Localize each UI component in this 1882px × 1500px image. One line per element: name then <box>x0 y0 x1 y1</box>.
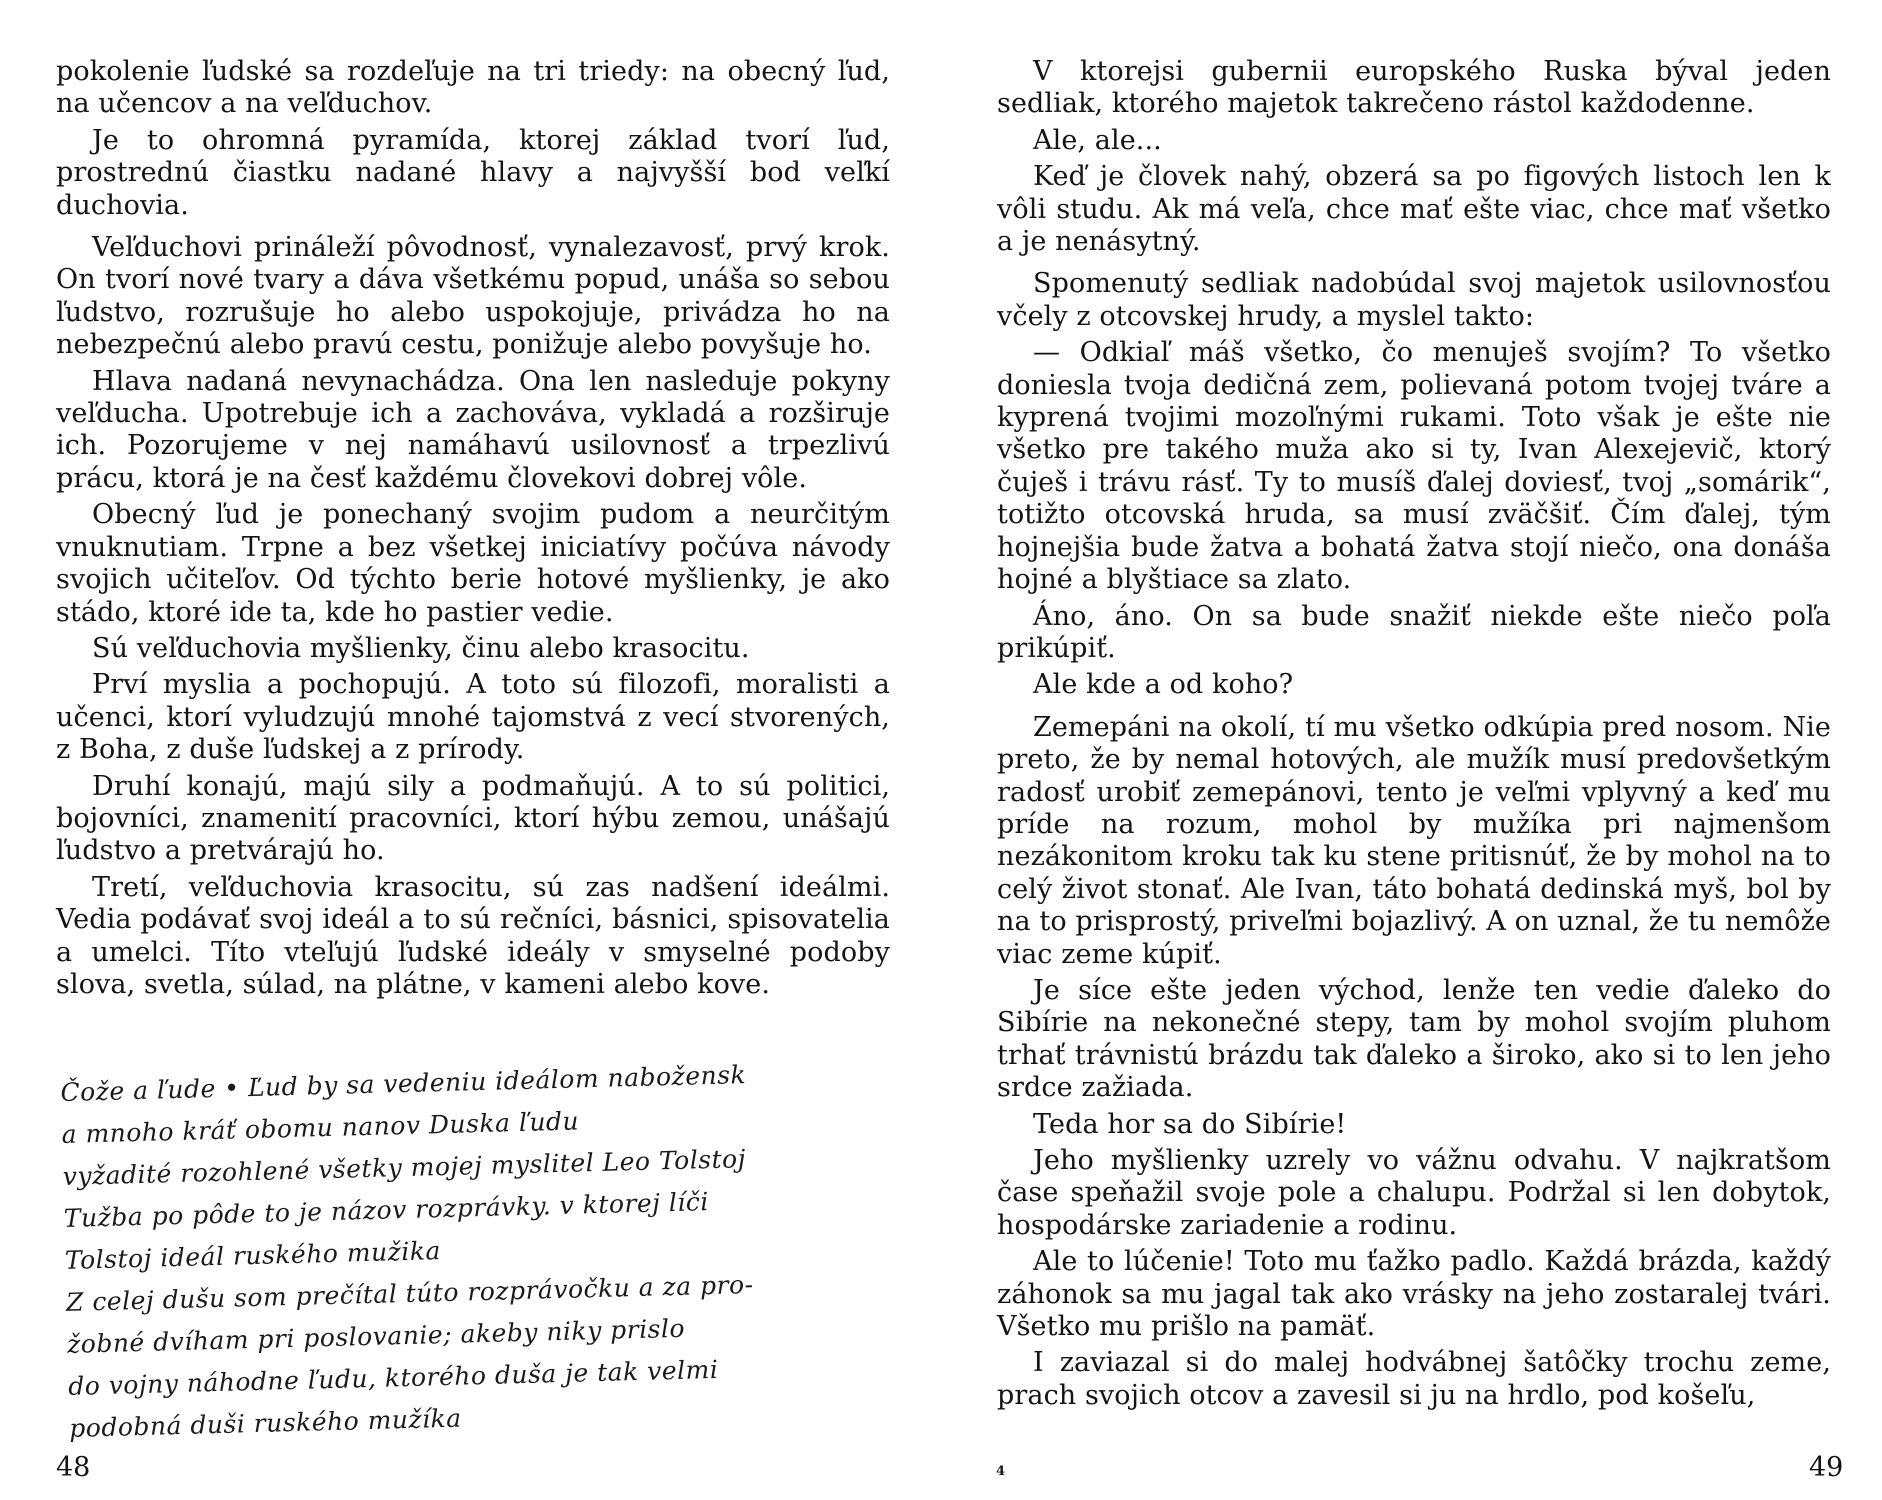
paragraph: I zaviazal si do malej hodvábnej šatôčky trochu zeme, prach svojich otcov a zavesil si ju na hrdlo, pod košeľu, <box>997 1347 1831 1411</box>
paragraph: Veľduchovi prináleží pôvodnosť, vynalezavosť, prvý krok. On tvorí nové tvary a dáva všetkému popud, unáša so sebou ľudstvo, rozrušuje ho alebo uspokojuje, privádza ho na nebezpečnú alebo pravú cestu, ponižuje alebo povyšuje ho. <box>56 232 890 361</box>
paragraph: Obecný ľud je ponechaný svojim pudom a neurčitým vnuknutiam. Trpne a bez všetkej iniciatívy počúva návody svojich učiteľov. Od týchto berie hotové myšlienky, je ako stádo, ktoré ide ta, kde ho pastier vedie. <box>56 499 890 628</box>
handwritten-line: žobné dvíham pri poslovanie; akeby niky prislo <box>66 1313 686 1359</box>
paragraph: Keď je človek nahý, obzerá sa po figových listoch len k vôli studu. Ak má veľa, chce mať ešte viac, chce mať všetko a je nenásytný. <box>997 161 1831 258</box>
paragraph: Tretí, veľduchovia krasocitu, sú zas nadšení ideálmi. Vedia podávať svoj ideál a to sú rečníci, básnici, spisovatelia a umelci. Títo vteľujú ľudské ideály v smyselné podoby slova, svetla, súlad, na plátne, v kameni alebo kove. <box>56 871 890 1000</box>
right-page <box>941 0 1882 1500</box>
paragraph: Druhí konajú, majú sily a podmaňujú. A to sú politici, bojovníci, znamenití pracovníci, ktorí hýbu zemou, unášajú ľudstvo a pretvárajú ho. <box>56 770 890 867</box>
handwritten-note <box>60 1049 940 1450</box>
page-number-right: 49 <box>1809 1452 1844 1483</box>
paragraph: Hlava nadaná nevynachádza. Ona len nasleduje pokyny veľducha. Upotrebuje ich a zachováva, vykladá a rozširuje ich. Pozorujeme v nej namáhavú usilovnosť a trpezlivú prácu, ktorá je na česť každému človekovi dobrej vôle. <box>56 365 890 494</box>
right-page-text <box>997 56 1831 1416</box>
paragraph: V ktorejsi gubernii europského Ruska býval jeden sedliak, ktorého majetok takrečeno rástol každodenne. <box>997 56 1831 120</box>
paragraph: Je síce ešte jeden východ, lenže ten vedie ďaleko do Sibírie na nekonečné stepy, tam by mohol svojím pluhom trhať trávnistú brázdu tak ďaleko a široko, ako si to len jeho srdce zažiada. <box>997 974 1831 1104</box>
page-number-left: 48 <box>56 1452 91 1483</box>
paragraph: Ale kde a od koho? <box>1033 669 1294 701</box>
handwritten-line: podobná duši ruského mužíka <box>68 1403 462 1443</box>
handwritten-line: vyžadité rozohlené všetky mojej myslitel Leo Tolstoj <box>62 1144 747 1191</box>
handwritten-line: do vojny náhodne ľudu, ktorého duša je tak velmi <box>67 1354 719 1401</box>
handwritten-line: Z celej dušu som prečítal túto rozprávočku a za pro- <box>65 1269 754 1317</box>
paragraph: Zemepáni na okolí, tí mu všetko odkúpia pred nosom. Nie preto, že by nemal hotových, ale mužík musí predovšetkým radosť urobiť zemepánovi, tento je veľmi vplyvný a keď mu príde na rozum, mohol by mužíka pri najmenšom nezákonitom kroku tak ku stene pritisnúť, že by mohol na to celý život stonať. Ale Ivan, táto bohatá dedinská myš, bol by na to prisprostý, priveľmi bojazlivý. A on uznal, že tu nemôže viac zeme kúpiť. <box>997 711 1831 970</box>
paragraph: Spomenutý sedliak nadobúdal svoj majetok usilovnosťou včely z otcovskej hrudy, a myslel takto: <box>997 268 1831 332</box>
paragraph: Jeho myšlienky uzrely vo vážnu odvahu. V najkratšom čase speňažil svoje pole a chalupu. Podržal si len dobytok, hospodárske zariadenie a rodinu. <box>997 1145 1831 1241</box>
paragraph: Áno, áno. On sa bude snažiť niekde ešte niečo poľa prikúpiť. <box>997 600 1831 664</box>
handwritten-line: Tolstoj ideál ruského mužika <box>64 1236 442 1275</box>
handwritten-line: Tužba po pôde to je názov rozprávky. v ktorej líči <box>63 1187 710 1233</box>
paragraph: Prví myslia a pochopujú. A toto sú filozofi, moralisti a učenci, ktorí vyludzujú mnohé tajomstvá z vecí stvorených, z Boha, z duše ľudskej a z prírody. <box>56 669 890 766</box>
paragraph: — Odkiaľ máš všetko, čo menuješ svojím? To všetko doniesla tvoja dedičná zem, polievaná potom tvojej tváre a kyprená tvojimi mozoľnými rukami. Toto však je ešte nie všetko pre takého muža ako si ty, Ivan Alexejevič, ktorý čuješ i trávu rásť. Ty to musíš ďalej doviesť, tvoj „somárik“, totižto otcovská hruda, sa musí zväčšiť. Čím ďalej, tým hojnejšia bude žatva a bohatá žatva stojí niečo, ona donáša hojné a blyštiace sa zlato. <box>997 337 1831 596</box>
left-page-text <box>56 56 890 1005</box>
paragraph: Je to ohromná pyramída, ktorej základ tvorí ľud, prostrednú čiastku nadané hlavy a najvyšší bod veľkí duchovia. <box>56 124 890 221</box>
paragraph: Sú veľduchovia myšlienky, činu alebo krasocitu. <box>92 632 750 664</box>
paragraph: Ale, ale... <box>1033 124 1162 156</box>
paragraph: Ale to lúčenie! Toto mu ťažko padlo. Každá brázda, každý záhonok sa mu jagal tak ako vrásky na jeho zostaralej tvári. Všetko mu prišlo na pamäť. <box>997 1246 1831 1343</box>
paragraph: pokolenie ľudské sa rozdeľuje na tri triedy: na obecný ľud, na učencov a na veľduchov. <box>56 56 890 120</box>
gutter-mark: 4 <box>996 1464 1006 1479</box>
paragraph: Teda hor sa do Sibírie! <box>1033 1108 1347 1140</box>
handwritten-line: Čože a ľude • Ľud by sa vedeniu ideálom nabožensk <box>60 1060 747 1107</box>
handwritten-line: a mnoho kráť obomu nanov Duska ľudu <box>61 1106 580 1149</box>
